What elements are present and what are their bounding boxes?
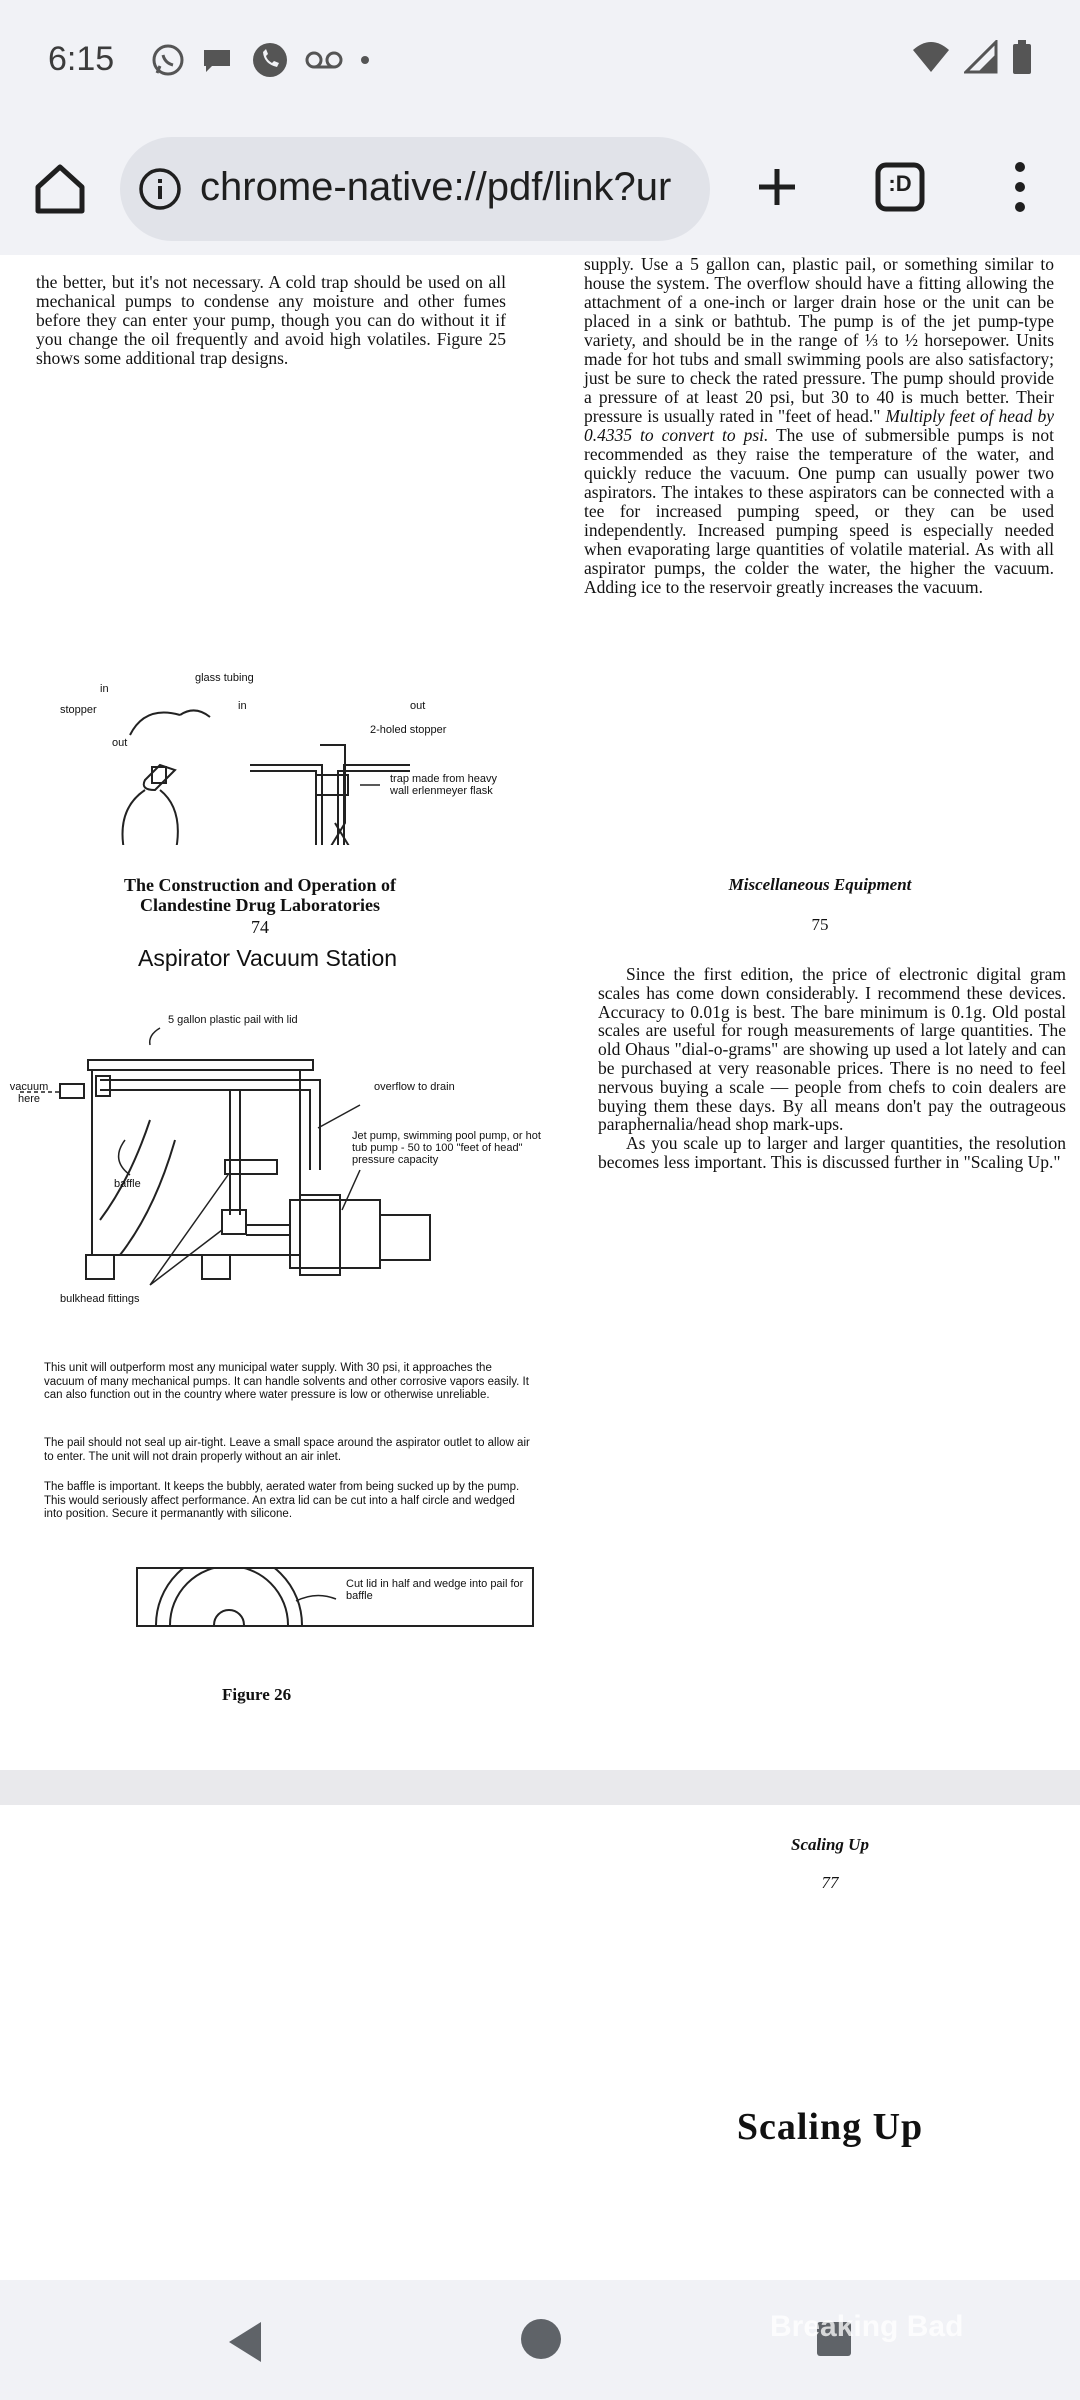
note-baffle: The baffle is important. It keeps the bubbly, aerated water from being sucked up by the pump. This would seriously affect performance. An extra lid can be cut into a half circle and wedged into position. Secure it permanantly with silicone. <box>44 1481 520 1520</box>
plus-icon <box>745 155 809 219</box>
new-tab-button[interactable] <box>745 155 809 219</box>
info-icon[interactable] <box>138 167 182 211</box>
label-vacuum-here: vacuum here <box>9 1081 49 1105</box>
scales-paragraph: Since the first edition, the price of electronic digital gram scales has come down considerably. I recommend these devices. Accuracy to 0.01g is best. The bare minimum is 0.1g. Old postal scales are useful for rough measurements of large quantities. The old Ohaus "dial-o-grams" are showing up used a lot lately and can be purchased at very reasonable prices. There is no need to feel nervous buying a scale — people from chefs to coin dealers are buying them these days. By all means don't pay the outrageous paraphernalia/head shop mark-ups. <box>598 964 1066 1135</box>
note-performance: This unit will outperform most any municipal water supply. With 30 psi, it approaches the vacuum of many mechanical pumps. It can handle solvents and other corrosive vapors easily. It can also function out in the country where water pressure is low or otherwise unreliable. <box>44 1362 529 1401</box>
pdf-viewer[interactable] <box>0 255 1080 2280</box>
home-nav-icon[interactable] <box>520 2318 562 2360</box>
watermark-text: Breaking Bad <box>770 2310 964 2343</box>
page1-right-text-b: The use of submersible pumps is not recommended as they raise the temperature of the water, and quickly reduce the vacuum. One pump can usually power two aspirators. The intakes to these aspirators can be connected with a tee for increased pumping speed, or they can be used independently. Increased pumping speed is especially needed when evaporating large quantities of volatile material. As with all aspirator pumps, the colder the water, the higher the vacuum. Adding ice to the reservoir greatly increases the vacuum. <box>584 425 1054 597</box>
label-out-2: out <box>410 700 426 712</box>
system-icons <box>912 40 1032 74</box>
label-trap: trap made from heavy wall erlenmeyer flask <box>390 773 497 797</box>
chapter-title: Scaling Up <box>736 2106 924 2148</box>
pdf-page-74-75 <box>0 845 1080 1770</box>
browser-toolbar <box>0 125 1080 255</box>
label-out-1: out <box>112 737 128 749</box>
page75-header: Miscellaneous Equipment <box>728 875 912 894</box>
signal-icon <box>964 40 998 74</box>
label-pail: 5 gallon plastic pail with lid <box>168 1014 298 1026</box>
page1-right-text <box>584 255 1054 597</box>
whatsapp-icon <box>150 42 186 78</box>
chat-icon <box>200 42 236 78</box>
label-glass-tubing: glass tubing <box>195 672 254 684</box>
battery-icon <box>1012 40 1032 74</box>
book-title: The Construction and Operation of Clandestine Drug Laboratories <box>123 875 397 915</box>
url-text[interactable]: chrome-native://pdf/link?ur <box>200 165 672 209</box>
page75-body <box>598 965 1066 1172</box>
pdf-page-77 <box>0 1805 1080 2280</box>
label-baffle: baffle <box>114 1178 141 1190</box>
voicemail-icon <box>304 42 344 78</box>
scaling-paragraph: As you scale up to larger and larger quantities, the resolution becomes less important. This is discussed further in "Scaling Up." <box>598 1133 1066 1172</box>
label-jet-pump: Jet pump, swimming pool pump, or hot tub pump - 50 to 100 "feet of head" pressure capacity <box>352 1130 541 1166</box>
label-in-1: in <box>100 683 109 695</box>
label-cut-lid: Cut lid in half and wedge into pail for baffle <box>346 1578 524 1602</box>
page-number-77: 77 <box>821 1873 839 1892</box>
back-icon[interactable] <box>225 2320 265 2364</box>
diagram-title: Aspirator Vacuum Station <box>138 945 398 971</box>
status-time: 6:15 <box>48 40 115 78</box>
phone-icon <box>250 40 290 80</box>
wifi-icon <box>912 40 950 74</box>
page-number-74: 74 <box>251 917 269 937</box>
system-nav-bar <box>0 2280 1080 2400</box>
overflow-menu-button[interactable] <box>990 155 1050 219</box>
home-button[interactable] <box>28 157 92 221</box>
label-overflow: overflow to drain <box>374 1081 455 1093</box>
more-vert-icon <box>990 155 1050 219</box>
home-icon <box>28 157 92 221</box>
dot-icon <box>358 53 372 67</box>
notification-icons <box>150 40 372 80</box>
page1-right-text-italic: Multiply feet of head by 0.4335 to convert to psi. <box>584 406 1054 445</box>
label-stopper: stopper <box>60 704 97 716</box>
page-number-75: 75 <box>811 915 829 934</box>
page77-header: Scaling Up <box>791 1835 869 1854</box>
label-two-holed-stopper: 2-holed stopper <box>370 724 447 736</box>
address-bar[interactable] <box>120 137 710 241</box>
page1-right-text-a: supply. Use a 5 gallon can, plastic pail, or something similar to house the system. The overflow should have a fitting allowing the attachment of a one-inch or larger drain hose or the unit can be placed in a sink or bathtub. The pump is of the jet pump-type variety, and should be in the range of ⅓ to ½ horsepower. Units made for hot tubs and small swimming pools are also satisfactory; just be sure to check the rated pressure. The pump should provide a pressure of at least 20 psi, but 30 to 40 is much better. Their pressure is usually rated in "feet of head." <box>584 255 1054 426</box>
page1-left-text: the better, but it's not necessary. A cold trap should be used on all mechanical pumps to condense any moisture and other fumes before they can enter your pump, though you can do without it if you change the oil frequently and avoid high volatiles. Figure 25 shows some additional trap designs. <box>36 272 506 368</box>
status-bar <box>0 0 1080 125</box>
label-in-2: in <box>238 700 247 712</box>
label-bulkhead: bulkhead fittings <box>60 1293 140 1305</box>
note-air-inlet: The pail should not seal up air-tight. Leave a small space around the aspirator outlet to allow air to enter. The unit will not drain properly without an air inlet. <box>44 1437 530 1463</box>
figure-26-caption: Figure 26 <box>222 1685 292 1704</box>
tab-switcher-label: :D <box>888 171 912 196</box>
tab-switcher-button[interactable] <box>868 155 932 219</box>
